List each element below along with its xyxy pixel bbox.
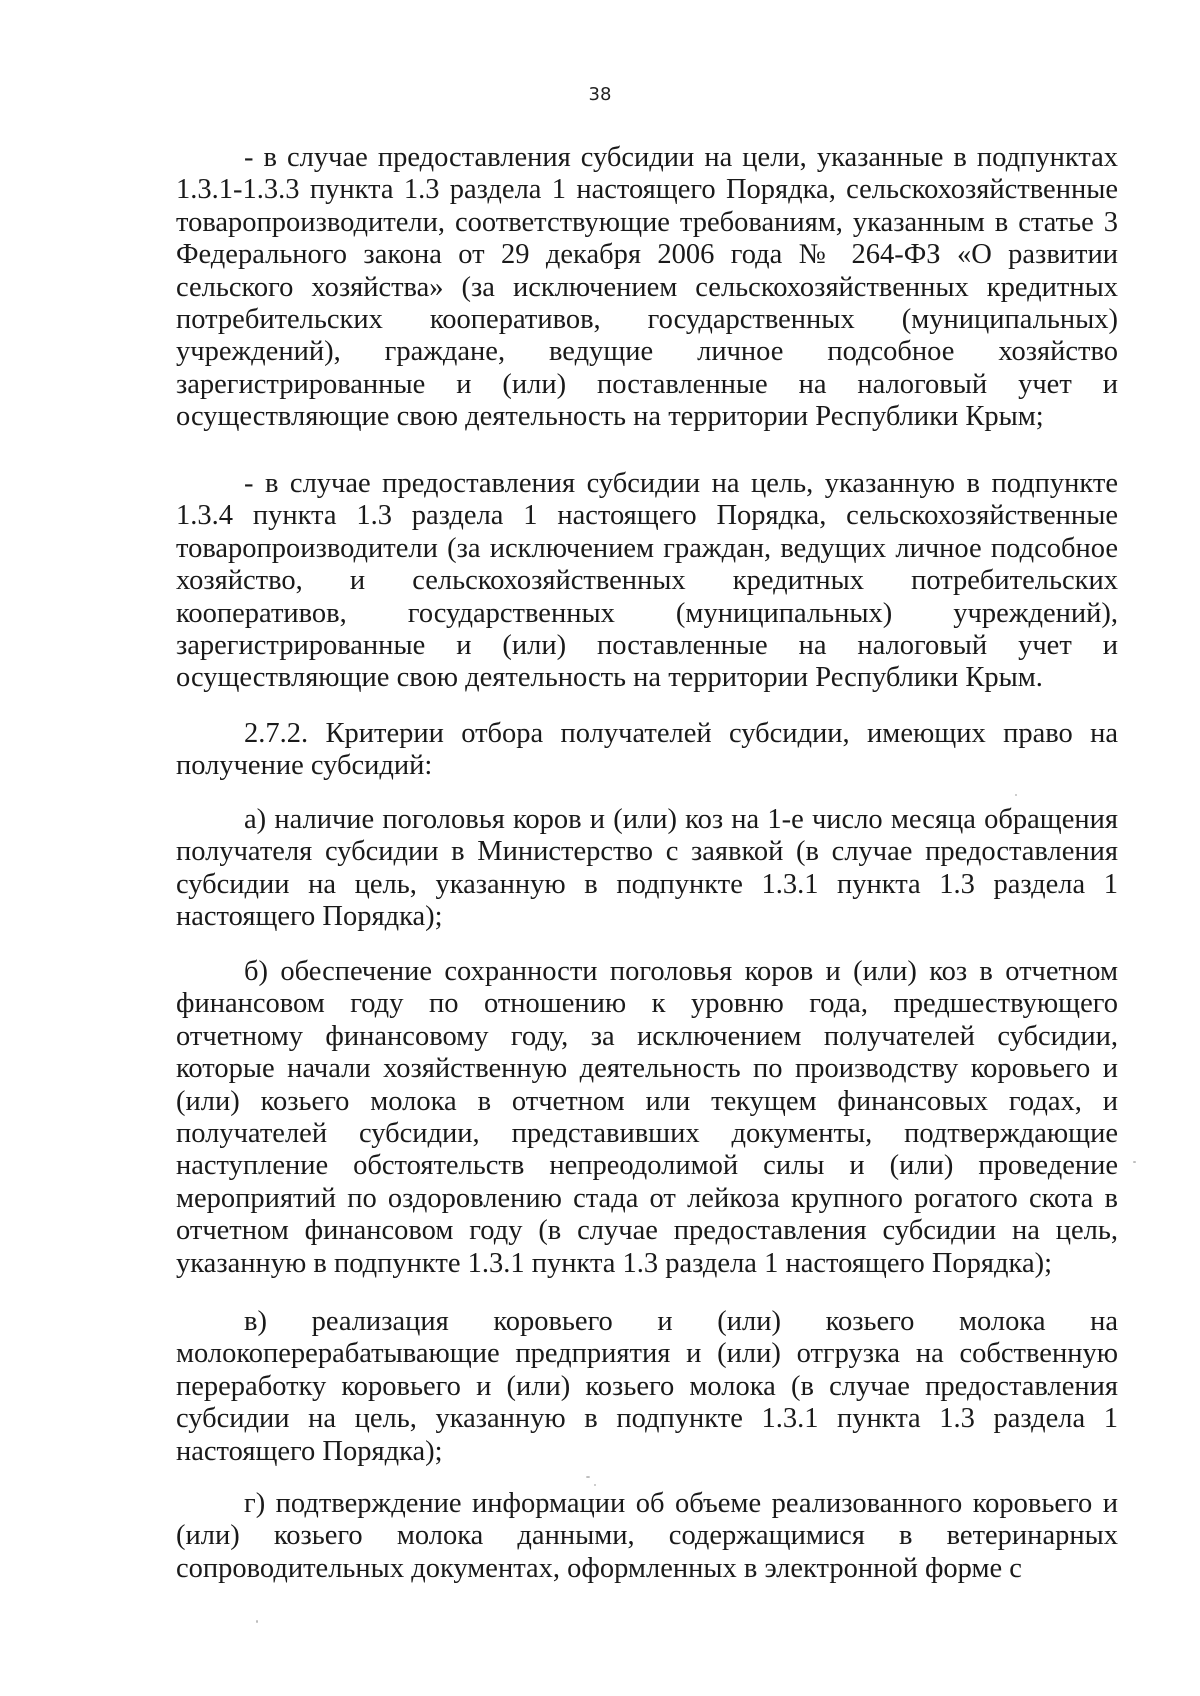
paragraph-criterion-b (176, 956, 1118, 1280)
paragraph-criterion-a (176, 804, 1118, 934)
paragraph-agricultural-producers-1-3-4 (176, 468, 1118, 695)
paragraph-text: - в случае предоставления субсидии на цели, указанные в подпунктах 1.3.1-1.3.3 пункта 1.3 раздела 1 настоящего Порядка, сельскохозяйственные товаропроизводители, соответствующие требованиям, указанным в статье 3 Федерального закона от 29 декабря 2006 года № 264-ФЗ «О развитии сельского хозяйства» (за исключением сельскохозяйственных кредитных потребительских кооперативов, государственных (муниципальных) учреждений), граждане, ведущие личное подсобное хозяйство зарегистрированные и (или) поставленные на налоговый учет и осуществляющие свою деятельность на территории Республики Крым; (176, 142, 1118, 433)
paragraph-agricultural-producers-1-3-1 (176, 142, 1118, 434)
paragraph-text: а) наличие поголовья коров и (или) коз на 1-е число месяца обращения получателя субсидии в Министерство с заявкой (в случае предоставления субсидии на цель, указанную в подпункте 1.3.1 пункта 1.3 раздела 1 настоящего Порядка); (176, 804, 1118, 933)
scan-speck (256, 1620, 258, 1623)
scan-speck (1133, 1161, 1136, 1163)
scan-speck (1015, 794, 1017, 796)
paragraph-criterion-v (176, 1306, 1118, 1468)
paragraph-selection-criteria-heading (176, 718, 1118, 783)
paragraph-text: г) подтверждение информации об объеме реализованного коровьего и (или) козьего молока данными, содержащимися в ветеринарных сопроводительных документах, оформленных в электронной форме с (176, 1488, 1118, 1584)
paragraph-text: б) обеспечение сохранности поголовья коров и (или) коз в отчетном финансовом году по отношению к уровню года, предшествующего отчетному финансовому году, за исключением получателей субсидии, которые начали хозяйственную деятельность по производству коровьего и (или) козьего молока в отчетном или текущем финансовых годах, и получателей субсидии, представивших документы, подтверждающие наступление обстоятельств непреодолимой силы и (или) проведение мероприятий по оздоровлению стада от лейкоза крупного рогатого скота в отчетном финансовом году (в случае предоставления субсидии на цель, указанную в подпункте 1.3.1 пункта 1.3 раздела 1 настоящего Порядка); (176, 956, 1118, 1279)
paragraph-text: - в случае предоставления субсидии на цель, указанную в подпункте 1.3.4 пункта 1.3 раздела 1 настоящего Порядка, сельскохозяйственные товаропроизводители (за исключением граждан, ведущих личное подсобное хозяйство, и сельскохозяйственных кредитных потребительских кооперативов, государственных (муниципальных) учреждений), зарегистрированные и (или) поставленные на налоговый учет и осуществляющие свою деятельность на территории Республики Крым. (176, 468, 1118, 694)
scan-speck (594, 1484, 596, 1486)
scan-speck (586, 1476, 590, 1478)
paragraph-text: в) реализация коровьего и (или) козьего молока на молокоперерабатывающие предприятия и (или) отгрузка на собственную переработку коровьего и (или) козьего молока (в случае предоставления субсидии на цель, указанную в подпункте 1.3.1 пункта 1.3 раздела 1 настоящего Порядка); (176, 1306, 1118, 1467)
paragraph-text: 2.7.2. Критерии отбора получателей субсидии, имеющих право на получение субсидий: (176, 718, 1118, 782)
page-number: 38 (588, 84, 612, 105)
paragraph-criterion-g (176, 1488, 1118, 1585)
